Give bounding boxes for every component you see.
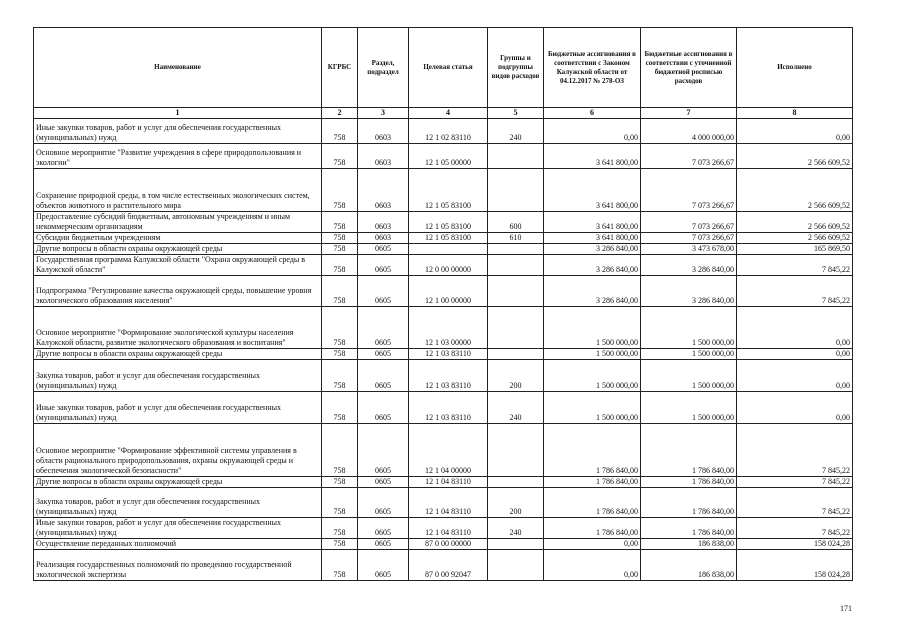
row-refined: 1 500 000,00	[641, 360, 737, 392]
table-row	[34, 539, 853, 550]
header-executed: Исполнено	[737, 28, 853, 108]
row-group: 240	[488, 518, 544, 539]
row-refined: 4 000 000,00	[641, 119, 737, 144]
row-target: 12 1 05 00000	[409, 144, 488, 169]
row-name: Предоставление субсидий бюджетным, автономным учреждениям и иным некоммерческим организациям	[34, 212, 322, 233]
row-budget: 0,00	[544, 119, 641, 144]
row-section: 0605	[358, 276, 409, 307]
row-name: Другие вопросы в области охраны окружающей среды	[34, 244, 322, 255]
row-executed: 2 566 609,52	[737, 233, 853, 244]
table-row	[34, 518, 853, 539]
row-kgrbs: 758	[322, 424, 358, 477]
row-target: 12 0 00 00000	[409, 255, 488, 276]
row-executed: 0,00	[737, 392, 853, 424]
header-name: Наименование	[34, 28, 322, 108]
row-refined: 3 473 678,00	[641, 244, 737, 255]
column-number: 4	[409, 108, 488, 119]
row-group: 610	[488, 233, 544, 244]
row-kgrbs: 758	[322, 392, 358, 424]
row-executed: 7 845,22	[737, 255, 853, 276]
row-group: 240	[488, 392, 544, 424]
row-group	[488, 477, 544, 488]
row-executed: 2 566 609,52	[737, 144, 853, 169]
row-name: Реализация государственных полномочий по проведению государственной экологической экспертизы	[34, 550, 322, 581]
row-kgrbs: 758	[322, 550, 358, 581]
row-kgrbs: 758	[322, 119, 358, 144]
row-section: 0605	[358, 539, 409, 550]
row-executed: 7 845,22	[737, 488, 853, 518]
row-kgrbs: 758	[322, 212, 358, 233]
row-section: 0603	[358, 169, 409, 212]
row-target: 12 1 03 83110	[409, 360, 488, 392]
row-target: 12 1 00 00000	[409, 276, 488, 307]
row-group	[488, 255, 544, 276]
row-target	[409, 244, 488, 255]
row-target: 12 1 03 83110	[409, 392, 488, 424]
row-executed: 7 845,22	[737, 276, 853, 307]
row-refined: 7 073 266,67	[641, 233, 737, 244]
table-row	[34, 477, 853, 488]
row-budget: 1 500 000,00	[544, 307, 641, 349]
row-group	[488, 144, 544, 169]
row-executed: 165 869,50	[737, 244, 853, 255]
row-section: 0605	[358, 518, 409, 539]
row-group	[488, 244, 544, 255]
row-budget: 1 500 000,00	[544, 349, 641, 360]
table-row	[34, 276, 853, 307]
header-budget: Бюджетные ассигнования в соответствии с Законом Калужской области от 04.12.2017 № 278-ОЗ	[544, 28, 641, 108]
row-kgrbs: 758	[322, 276, 358, 307]
column-number: 8	[737, 108, 853, 119]
row-executed: 0,00	[737, 307, 853, 349]
row-budget: 1 500 000,00	[544, 360, 641, 392]
row-refined: 1 500 000,00	[641, 392, 737, 424]
row-name: Осуществление переданных полномочий	[34, 539, 322, 550]
row-refined: 7 073 266,67	[641, 169, 737, 212]
row-target: 12 1 04 83110	[409, 477, 488, 488]
header-kgrbs: КГРБС	[322, 28, 358, 108]
row-kgrbs: 758	[322, 477, 358, 488]
row-section: 0603	[358, 212, 409, 233]
table-row	[34, 119, 853, 144]
row-target: 12 1 05 83100	[409, 169, 488, 212]
row-executed: 158 024,28	[737, 539, 853, 550]
row-group	[488, 169, 544, 212]
page-number: 171	[840, 604, 852, 613]
row-kgrbs: 758	[322, 518, 358, 539]
row-executed: 7 845,22	[737, 477, 853, 488]
row-group	[488, 550, 544, 581]
row-target: 12 1 05 83100	[409, 233, 488, 244]
row-refined: 7 073 266,67	[641, 212, 737, 233]
row-kgrbs: 758	[322, 169, 358, 212]
row-refined: 186 838,00	[641, 550, 737, 581]
table-row	[34, 169, 853, 212]
row-name: Закупка товаров, работ и услуг для обеспечения государственных (муниципальных) нужд	[34, 488, 322, 518]
header-row	[34, 28, 853, 108]
header-budget-refined: Бюджетные ассигнования в соответствии с уточненной бюджетной росписью расходов	[641, 28, 737, 108]
row-target: 87 0 00 00000	[409, 539, 488, 550]
row-executed: 0,00	[737, 119, 853, 144]
header-target: Целевая статья	[409, 28, 488, 108]
row-name: Сохранение природной среды, в том числе естественных экологических систем, объектов животного и растительного мира	[34, 169, 322, 212]
row-section: 0605	[358, 307, 409, 349]
table-row	[34, 233, 853, 244]
row-name: Основное мероприятие "Формирование экологической культуры населения Калужской области, развитие экологического образования и воспитания"	[34, 307, 322, 349]
column-number: 3	[358, 108, 409, 119]
table-row	[34, 392, 853, 424]
row-section: 0603	[358, 119, 409, 144]
row-kgrbs: 758	[322, 307, 358, 349]
row-name: Иные закупки товаров, работ и услуг для обеспечения государственных (муниципальных) нужд	[34, 392, 322, 424]
column-number: 1	[34, 108, 322, 119]
row-refined: 1 786 840,00	[641, 488, 737, 518]
row-budget: 3 286 840,00	[544, 244, 641, 255]
row-kgrbs: 758	[322, 233, 358, 244]
table-row	[34, 424, 853, 477]
row-group: 200	[488, 360, 544, 392]
table-row	[34, 307, 853, 349]
row-name: Субсидии бюджетным учреждениям	[34, 233, 322, 244]
row-budget: 1 786 840,00	[544, 477, 641, 488]
row-section: 0605	[358, 488, 409, 518]
row-group: 600	[488, 212, 544, 233]
row-executed: 2 566 609,52	[737, 212, 853, 233]
row-executed: 0,00	[737, 360, 853, 392]
row-target: 12 1 03 83110	[409, 349, 488, 360]
row-budget: 3 641 800,00	[544, 212, 641, 233]
row-name: Подпрограмма "Регулирование качества окружающей среды, повышение уровня экологического образования населения"	[34, 276, 322, 307]
row-group	[488, 276, 544, 307]
row-kgrbs: 758	[322, 244, 358, 255]
table-row	[34, 212, 853, 233]
column-number: 7	[641, 108, 737, 119]
row-name: Основное мероприятие "Развитие учреждения в сфере природопользования и экологии"	[34, 144, 322, 169]
column-number: 2	[322, 108, 358, 119]
table-row	[34, 144, 853, 169]
row-executed: 7 845,22	[737, 518, 853, 539]
header-groups: Группы и подгруппы видов расходов	[488, 28, 544, 108]
row-kgrbs: 758	[322, 360, 358, 392]
header-section: Раздел, подраздел	[358, 28, 409, 108]
row-group: 240	[488, 119, 544, 144]
row-budget: 1 786 840,00	[544, 424, 641, 477]
row-section: 0605	[358, 424, 409, 477]
row-group	[488, 424, 544, 477]
row-executed: 0,00	[737, 349, 853, 360]
row-section: 0605	[358, 255, 409, 276]
table-row	[34, 244, 853, 255]
row-refined: 1 500 000,00	[641, 349, 737, 360]
row-name: Иные закупки товаров, работ и услуг для обеспечения государственных (муниципальных) нужд	[34, 518, 322, 539]
row-executed: 7 845,22	[737, 424, 853, 477]
row-target: 12 1 04 00000	[409, 424, 488, 477]
row-budget: 1 786 840,00	[544, 518, 641, 539]
row-target: 12 1 04 83110	[409, 488, 488, 518]
row-refined: 3 286 840,00	[641, 255, 737, 276]
row-budget: 3 641 800,00	[544, 169, 641, 212]
row-group	[488, 349, 544, 360]
row-refined: 7 073 266,67	[641, 144, 737, 169]
row-budget: 0,00	[544, 539, 641, 550]
column-number: 5	[488, 108, 544, 119]
row-kgrbs: 758	[322, 255, 358, 276]
row-target: 12 1 03 00000	[409, 307, 488, 349]
row-budget: 0,00	[544, 550, 641, 581]
column-number: 6	[544, 108, 641, 119]
row-target: 12 1 05 83100	[409, 212, 488, 233]
row-group: 200	[488, 488, 544, 518]
row-budget: 3 641 800,00	[544, 144, 641, 169]
row-kgrbs: 758	[322, 349, 358, 360]
row-refined: 1 786 840,00	[641, 477, 737, 488]
row-target: 87 0 00 92047	[409, 550, 488, 581]
table-row	[34, 255, 853, 276]
row-budget: 1 786 840,00	[544, 488, 641, 518]
table-row	[34, 550, 853, 581]
row-budget: 1 500 000,00	[544, 392, 641, 424]
budget-table	[33, 27, 853, 581]
table-row	[34, 488, 853, 518]
row-section: 0605	[358, 392, 409, 424]
table-row	[34, 349, 853, 360]
row-section: 0605	[358, 477, 409, 488]
row-section: 0605	[358, 550, 409, 581]
row-name: Иные закупки товаров, работ и услуг для обеспечения государственных (муниципальных) нужд	[34, 119, 322, 144]
table-row	[34, 360, 853, 392]
row-section: 0605	[358, 360, 409, 392]
row-group	[488, 307, 544, 349]
row-kgrbs: 758	[322, 144, 358, 169]
row-kgrbs: 758	[322, 488, 358, 518]
row-group	[488, 539, 544, 550]
column-number-row	[34, 108, 853, 119]
row-name: Основное мероприятие "Формирование эффективной системы управления в области рационального природопользования, охраны окружающей среды и обеспечения экологической безопасности"	[34, 424, 322, 477]
row-target: 12 1 04 83110	[409, 518, 488, 539]
row-kgrbs: 758	[322, 539, 358, 550]
row-refined: 1 786 840,00	[641, 518, 737, 539]
row-refined: 3 286 840,00	[641, 276, 737, 307]
row-name: Государственная программа Калужской области "Охрана окружающей среды в Калужской области"	[34, 255, 322, 276]
row-executed: 2 566 609,52	[737, 169, 853, 212]
row-budget: 3 641 800,00	[544, 233, 641, 244]
row-budget: 3 286 840,00	[544, 255, 641, 276]
row-section: 0603	[358, 144, 409, 169]
table-body	[34, 119, 853, 581]
row-name: Другие вопросы в области охраны окружающей среды	[34, 349, 322, 360]
row-refined: 186 838,00	[641, 539, 737, 550]
row-section: 0605	[358, 244, 409, 255]
row-executed: 158 024,28	[737, 550, 853, 581]
row-name: Другие вопросы в области охраны окружающей среды	[34, 477, 322, 488]
row-section: 0605	[358, 349, 409, 360]
row-refined: 1 500 000,00	[641, 307, 737, 349]
row-section: 0603	[358, 233, 409, 244]
row-budget: 3 286 840,00	[544, 276, 641, 307]
row-name: Закупка товаров, работ и услуг для обеспечения государственных (муниципальных) нужд	[34, 360, 322, 392]
row-target: 12 1 02 83110	[409, 119, 488, 144]
row-refined: 1 786 840,00	[641, 424, 737, 477]
